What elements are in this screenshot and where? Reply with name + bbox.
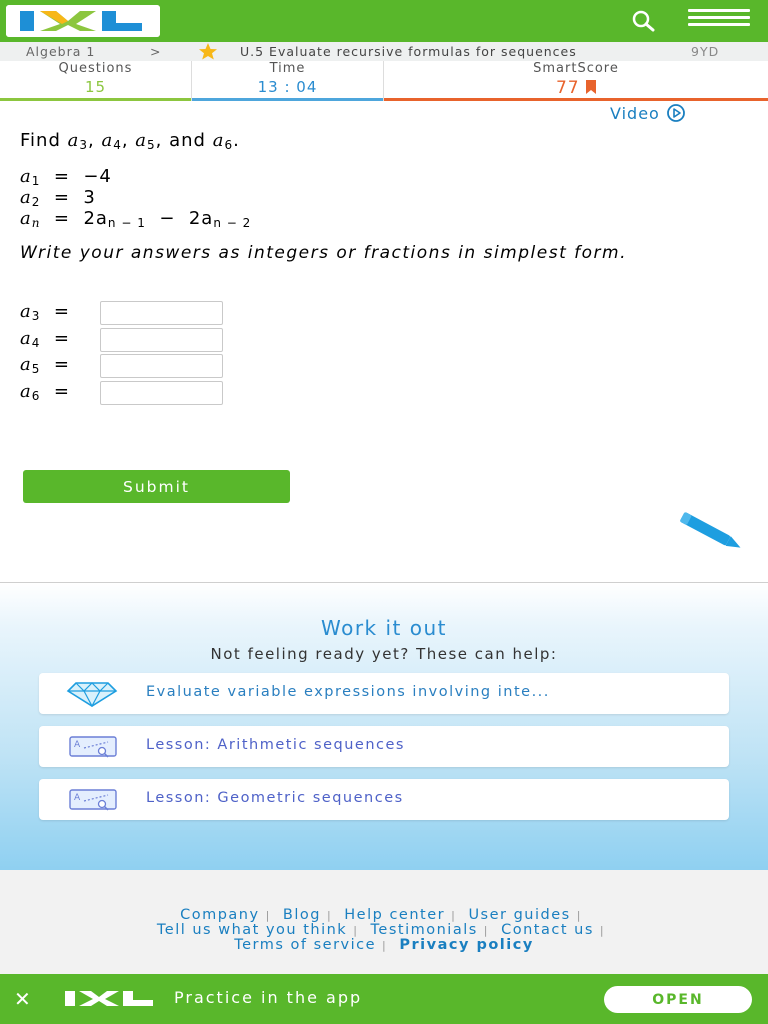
smartscore-stat (384, 61, 768, 101)
footer-link-user-guides[interactable]: User guides (468, 907, 571, 923)
answer-input-a3[interactable] (100, 301, 223, 325)
footer-link-help-center[interactable]: Help center (344, 907, 446, 923)
work-it-out-title: Work it out (320, 616, 447, 640)
footer-link-terms[interactable]: Terms of service (234, 937, 377, 953)
smartscore-label: SmartScore (533, 61, 619, 76)
questions-stat (0, 61, 191, 101)
help-item-label: Lesson: Geometric sequences (146, 790, 404, 806)
work-it-out-section (0, 583, 768, 870)
footer-link-feedback[interactable]: Tell us what you think (156, 922, 348, 938)
help-item-skill[interactable] (39, 673, 729, 714)
footer-link-contact[interactable]: Contact us (501, 922, 594, 938)
submit-button[interactable]: Submit (23, 470, 290, 503)
open-app-button[interactable]: OPEN (604, 986, 752, 1013)
time-stat (192, 61, 383, 101)
breadcrumb-subject[interactable]: Algebra 1 (26, 44, 96, 59)
answer-input-a6[interactable] (100, 381, 223, 405)
skill-code: 9YD (691, 44, 720, 59)
top-header (0, 0, 768, 42)
pencil-icon[interactable] (672, 512, 752, 554)
star-icon (197, 43, 219, 60)
lesson-icon (66, 787, 118, 813)
time-value: 13 : 04 (257, 78, 318, 96)
app-banner (0, 974, 768, 1024)
stats-bar (0, 61, 768, 101)
footer (0, 870, 768, 974)
search-icon[interactable] (628, 10, 658, 32)
svg-text:A: A (74, 740, 82, 750)
questions-label: Questions (58, 61, 133, 76)
given-a1: $a_1 = -4$ (20, 166, 112, 188)
video-label: Video (610, 103, 660, 123)
svg-text:A: A (74, 793, 82, 803)
answer-input-a5[interactable] (100, 354, 223, 378)
hamburger-menu-icon[interactable] (688, 9, 750, 33)
questions-value: 15 (84, 78, 107, 96)
problem-prompt: Find $a_3$, $a_4$, $a_5$, and $a_6$. (20, 130, 240, 152)
help-item-label: Evaluate variable expressions involving inte... (146, 684, 550, 700)
video-button[interactable] (610, 103, 686, 123)
given-recursive: $a_n = 2a_{n - 1} - 2a_{n - 2}$ (20, 208, 252, 230)
footer-link-blog[interactable]: Blog (282, 907, 321, 923)
bookmark-icon (586, 80, 596, 94)
help-item-lesson-geometric[interactable] (39, 779, 729, 820)
footer-links-row-3: Terms of service | Privacy policy (234, 937, 534, 953)
help-item-label: Lesson: Arithmetic sequences (146, 737, 405, 753)
play-icon (666, 103, 686, 123)
given-a2: $a_2 = 3$ (20, 187, 96, 209)
help-item-lesson-arithmetic[interactable] (39, 726, 729, 767)
instructions: Write your answers as integers or fractions in simplest form. (20, 243, 627, 263)
breadcrumb-separator: > (150, 44, 162, 59)
work-it-out-subtitle: Not feeling ready yet? These can help: (210, 645, 558, 663)
lesson-icon (66, 734, 118, 760)
ixl-logo[interactable] (6, 5, 160, 37)
footer-link-company[interactable]: Company (180, 907, 260, 923)
app-banner-text: Practice in the app (174, 988, 363, 1007)
time-label: Time (269, 61, 306, 76)
answer-input-a4[interactable] (100, 328, 223, 352)
footer-link-privacy[interactable]: Privacy policy (399, 937, 534, 953)
close-icon[interactable]: ✕ (14, 987, 32, 1011)
breadcrumb-skill: U.5 Evaluate recursive formulas for sequences (240, 44, 577, 59)
footer-link-testimonials[interactable]: Testimonials (370, 922, 478, 938)
footer-links-row-2: Tell us what you think | Testimonials | Contact us | (156, 922, 606, 938)
diamond-icon (66, 681, 118, 707)
smartscore-value: 77 (384, 78, 768, 98)
ixl-logo (63, 988, 155, 1009)
footer-links-row-1: Company | Blog | Help center | User guides | (180, 907, 582, 923)
breadcrumb (0, 42, 768, 61)
